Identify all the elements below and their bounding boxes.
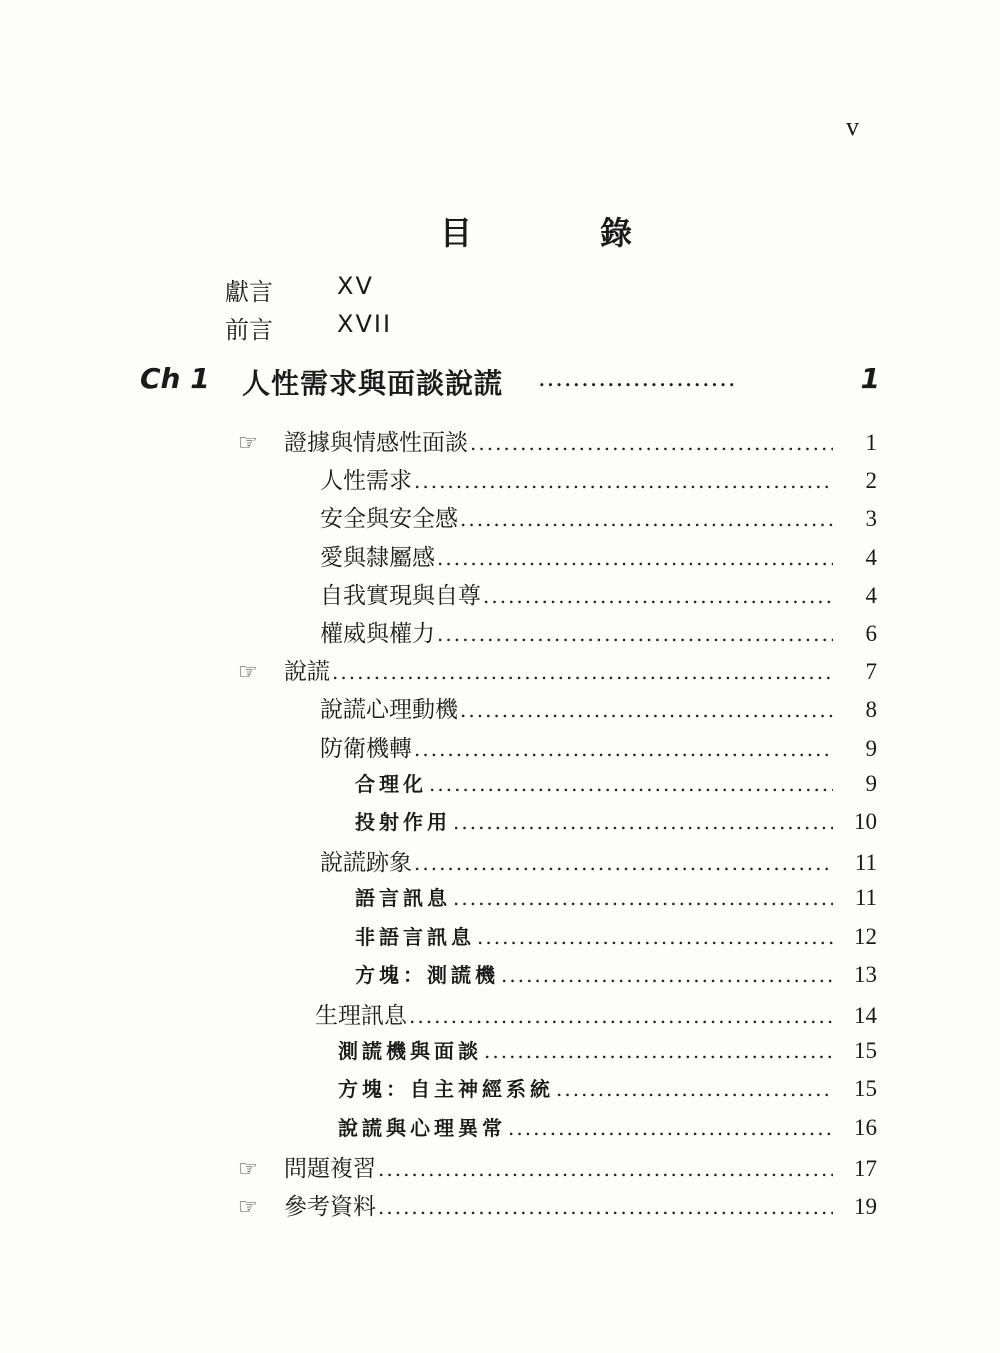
toc-entry-page: 2 — [865, 468, 877, 494]
leader-dots — [414, 851, 833, 875]
toc-entry-title: 生理訊息 — [315, 1003, 407, 1029]
leader-dots — [378, 1157, 833, 1181]
toc-entry-page: 11 — [854, 885, 877, 911]
page-number: v — [846, 112, 859, 141]
leader-dots — [414, 737, 833, 761]
toc-entry-title: 語言訊息 — [355, 886, 451, 911]
toc-entry — [355, 768, 877, 802]
pointing-hand-icon: ☞ — [238, 660, 258, 686]
toc-entry — [320, 844, 877, 878]
toc-entry-page: 9 — [865, 735, 877, 761]
pointing-hand-icon: ☞ — [238, 1156, 258, 1182]
toc-entry — [338, 1073, 877, 1107]
leader-dots — [437, 622, 833, 646]
chapter-number: Ch 1 — [140, 362, 210, 395]
toc-entry-title: 說謊與心理異常 — [338, 1115, 506, 1140]
front-matter-label: 前言 — [225, 316, 273, 344]
toc-entry-page: 11 — [854, 850, 877, 876]
toc-entry — [355, 806, 877, 840]
leader-dots — [429, 772, 833, 796]
toc-entry-title: 參考資料 — [284, 1194, 376, 1220]
toc-entry-page: 6 — [865, 621, 877, 646]
toc-entry-title: 投射作用 — [355, 810, 451, 834]
toc-entry-page: 17 — [854, 1155, 877, 1181]
toc-entry — [338, 1035, 877, 1069]
leader-dots — [453, 810, 833, 834]
toc-entry-title: 問題複習 — [284, 1155, 376, 1182]
toc-entry — [315, 997, 877, 1031]
toc-entry-title: 說謊 — [284, 659, 330, 686]
toc-entry — [355, 921, 877, 955]
toc-entry-page: 4 — [865, 582, 877, 608]
toc-entry — [355, 882, 877, 916]
toc-entry-title: 合理化 — [355, 771, 427, 796]
leader-dots — [483, 584, 833, 608]
leader-dots — [556, 1077, 833, 1101]
toc-entry-title: 測謊機與面談 — [338, 1039, 482, 1064]
leader-dots: ....................... — [538, 364, 737, 392]
toc-entry-page: 1 — [865, 430, 877, 455]
toc-entry-page: 4 — [865, 544, 877, 570]
leader-dots — [453, 886, 833, 910]
leader-dots — [508, 1116, 833, 1140]
toc-entry-page: 9 — [865, 770, 877, 796]
toc-entry-title: 防衛機轉 — [320, 735, 412, 762]
pointing-hand-icon: ☞ — [238, 431, 258, 456]
toc-entry-page: 14 — [854, 1003, 877, 1028]
toc-entry-title: 自我實現與自尊 — [320, 582, 481, 609]
toc-entry — [238, 1188, 877, 1222]
leader-dots — [470, 431, 833, 455]
front-matter-item — [225, 272, 374, 307]
toc-title: 目 錄 — [440, 214, 681, 252]
toc-entry — [238, 1150, 877, 1184]
toc-entry — [320, 539, 877, 573]
toc-entry-title: 人性需求 — [320, 468, 412, 495]
front-matter-page: XVII — [337, 310, 393, 338]
front-matter-item — [225, 310, 392, 345]
chapter-heading — [140, 362, 880, 402]
toc-entry-title: 愛與隸屬感 — [320, 544, 435, 571]
leader-dots — [477, 925, 833, 949]
toc-entry — [320, 500, 877, 534]
leader-dots — [460, 507, 833, 531]
toc-entry — [338, 1112, 877, 1146]
toc-entry-page: 16 — [854, 1114, 877, 1140]
toc-entry-title: 方塊：自主神經系統 — [338, 1077, 554, 1102]
toc-entry — [320, 615, 877, 649]
pointing-hand-icon: ☞ — [238, 1195, 258, 1220]
toc-entry-page: 15 — [854, 1038, 877, 1064]
toc-entry — [238, 653, 877, 687]
toc-entry-page: 7 — [865, 659, 877, 685]
front-matter-page: XV — [337, 272, 374, 300]
leader-dots — [414, 469, 833, 493]
toc-entry-page: 8 — [865, 697, 877, 723]
front-matter-label: 獻言 — [225, 278, 273, 306]
toc-entry-page: 3 — [865, 506, 877, 532]
toc-entry — [320, 730, 877, 764]
toc-entry-title: 說謊心理動機 — [320, 697, 458, 724]
leader-dots — [484, 1039, 833, 1063]
chapter-page: 1 — [860, 362, 880, 395]
toc-entry-page: 19 — [854, 1194, 877, 1219]
leader-dots — [332, 660, 833, 684]
toc-entry-page: 15 — [854, 1076, 877, 1102]
toc-entry-title: 權威與權力 — [320, 621, 435, 647]
toc-entry-title: 非語言訊息 — [355, 924, 475, 949]
toc-entry-title: 說謊跡象 — [320, 850, 412, 877]
toc-entry-title: 安全與安全感 — [320, 506, 458, 533]
toc-entry — [238, 424, 877, 458]
leader-dots — [378, 1195, 833, 1219]
toc-entry — [320, 462, 877, 496]
toc-entry — [320, 577, 877, 611]
toc-entry-title: 證據與情感性面談 — [284, 430, 468, 456]
toc-entry-page: 10 — [854, 809, 877, 834]
leader-dots — [460, 698, 833, 722]
leader-dots — [501, 963, 833, 987]
leader-dots — [437, 546, 833, 570]
chapter-title: 人性需求與面談說謊 — [242, 367, 504, 400]
toc-entry-page: 12 — [854, 923, 877, 949]
toc-entry — [320, 691, 877, 725]
toc-entry-page: 13 — [854, 961, 877, 987]
toc-entry — [355, 959, 877, 993]
toc-entry-title: 方塊：測謊機 — [355, 962, 499, 987]
leader-dots — [409, 1004, 833, 1028]
